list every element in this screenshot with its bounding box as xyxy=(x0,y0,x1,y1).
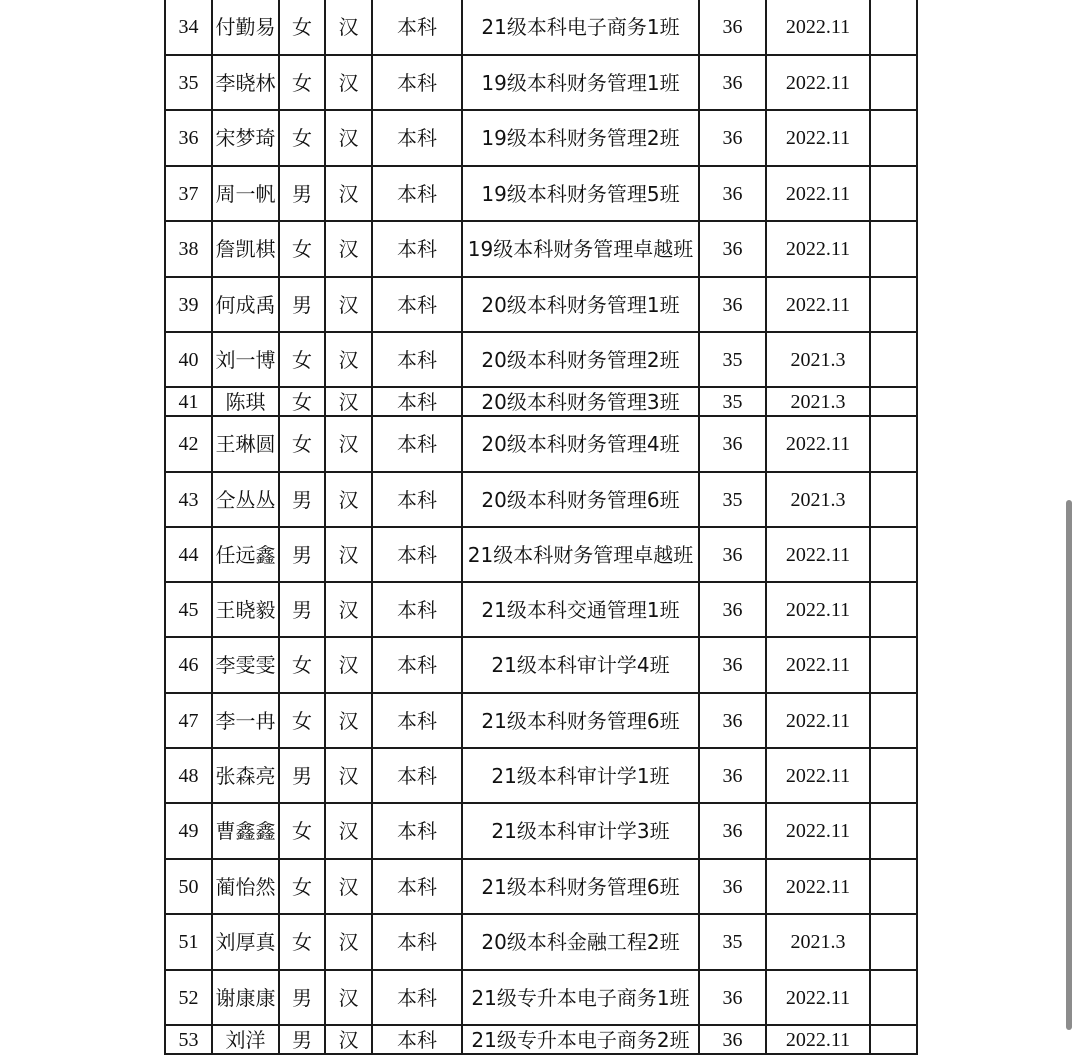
cell-education-level: 本科 xyxy=(372,55,462,110)
cell-gender: 女 xyxy=(279,416,325,472)
cell-hours: 36 xyxy=(699,0,766,55)
table-row xyxy=(165,387,917,416)
cell-completion-date: 2022.11 xyxy=(766,166,870,221)
cell-gender: 女 xyxy=(279,387,325,416)
cell-class-name: 19级本科财务管理1班 xyxy=(462,55,699,110)
cell-class-name: 19级本科财务管理卓越班 xyxy=(462,221,699,277)
cell-gender: 女 xyxy=(279,914,325,970)
cell-completion-date: 2022.11 xyxy=(766,0,870,55)
cell-row-number: 47 xyxy=(165,693,212,748)
cell-student-name: 谢康康 xyxy=(212,970,279,1025)
cell-ethnicity: 汉 xyxy=(325,55,372,110)
cell-student-name: 何成禹 xyxy=(212,277,279,332)
cell-ethnicity: 汉 xyxy=(325,637,372,693)
cell-row-number: 48 xyxy=(165,748,212,803)
cell-education-level: 本科 xyxy=(372,859,462,914)
cell-completion-date: 2022.11 xyxy=(766,221,870,277)
cell-gender: 男 xyxy=(279,527,325,582)
cell-ethnicity: 汉 xyxy=(325,387,372,416)
cell-gender: 女 xyxy=(279,693,325,748)
cell-note xyxy=(870,332,917,387)
table-row xyxy=(165,55,917,110)
vertical-scrollbar[interactable] xyxy=(1066,500,1072,1030)
cell-completion-date: 2022.11 xyxy=(766,277,870,332)
cell-student-name: 刘一博 xyxy=(212,332,279,387)
table-row xyxy=(165,582,917,637)
cell-row-number: 37 xyxy=(165,166,212,221)
cell-note xyxy=(870,970,917,1025)
cell-class-name: 21级本科审计学3班 xyxy=(462,803,699,859)
table-row xyxy=(165,472,917,527)
cell-gender: 女 xyxy=(279,803,325,859)
cell-note xyxy=(870,221,917,277)
table-row xyxy=(165,110,917,166)
cell-completion-date: 2022.11 xyxy=(766,110,870,166)
cell-student-name: 张森亮 xyxy=(212,748,279,803)
cell-education-level: 本科 xyxy=(372,527,462,582)
cell-completion-date: 2021.3 xyxy=(766,332,870,387)
cell-gender: 男 xyxy=(279,970,325,1025)
cell-note xyxy=(870,166,917,221)
cell-gender: 男 xyxy=(279,277,325,332)
cell-student-name: 宋梦琦 xyxy=(212,110,279,166)
table-row xyxy=(165,277,917,332)
table-row xyxy=(165,914,917,970)
cell-hours: 36 xyxy=(699,859,766,914)
cell-hours: 35 xyxy=(699,914,766,970)
cell-gender: 女 xyxy=(279,637,325,693)
cell-education-level: 本科 xyxy=(372,472,462,527)
cell-row-number: 53 xyxy=(165,1025,212,1054)
cell-education-level: 本科 xyxy=(372,387,462,416)
cell-hours: 36 xyxy=(699,221,766,277)
cell-completion-date: 2022.11 xyxy=(766,970,870,1025)
cell-completion-date: 2022.11 xyxy=(766,1025,870,1054)
cell-class-name: 20级本科财务管理1班 xyxy=(462,277,699,332)
table-row xyxy=(165,416,917,472)
student-roster-table xyxy=(164,0,918,1055)
cell-ethnicity: 汉 xyxy=(325,0,372,55)
cell-hours: 36 xyxy=(699,110,766,166)
cell-gender: 女 xyxy=(279,110,325,166)
cell-completion-date: 2021.3 xyxy=(766,387,870,416)
cell-ethnicity: 汉 xyxy=(325,416,372,472)
table-row xyxy=(165,527,917,582)
cell-gender: 女 xyxy=(279,332,325,387)
cell-row-number: 45 xyxy=(165,582,212,637)
cell-row-number: 46 xyxy=(165,637,212,693)
table-row xyxy=(165,803,917,859)
cell-gender: 女 xyxy=(279,55,325,110)
cell-row-number: 42 xyxy=(165,416,212,472)
cell-ethnicity: 汉 xyxy=(325,748,372,803)
cell-student-name: 付勤易 xyxy=(212,0,279,55)
cell-note xyxy=(870,914,917,970)
cell-row-number: 43 xyxy=(165,472,212,527)
cell-ethnicity: 汉 xyxy=(325,332,372,387)
cell-class-name: 21级专升本电子商务2班 xyxy=(462,1025,699,1054)
cell-student-name: 王琳圆 xyxy=(212,416,279,472)
cell-education-level: 本科 xyxy=(372,1025,462,1054)
cell-note xyxy=(870,110,917,166)
cell-education-level: 本科 xyxy=(372,748,462,803)
cell-completion-date: 2022.11 xyxy=(766,693,870,748)
cell-row-number: 44 xyxy=(165,527,212,582)
cell-hours: 36 xyxy=(699,277,766,332)
table-row xyxy=(165,859,917,914)
cell-education-level: 本科 xyxy=(372,0,462,55)
cell-hours: 36 xyxy=(699,803,766,859)
cell-ethnicity: 汉 xyxy=(325,693,372,748)
cell-student-name: 李一冉 xyxy=(212,693,279,748)
cell-class-name: 20级本科财务管理6班 xyxy=(462,472,699,527)
table-row xyxy=(165,637,917,693)
cell-completion-date: 2021.3 xyxy=(766,914,870,970)
cell-class-name: 20级本科财务管理4班 xyxy=(462,416,699,472)
cell-note xyxy=(870,0,917,55)
cell-student-name: 周一帆 xyxy=(212,166,279,221)
cell-education-level: 本科 xyxy=(372,637,462,693)
cell-student-name: 李雯雯 xyxy=(212,637,279,693)
cell-row-number: 41 xyxy=(165,387,212,416)
cell-row-number: 36 xyxy=(165,110,212,166)
cell-row-number: 39 xyxy=(165,277,212,332)
cell-education-level: 本科 xyxy=(372,110,462,166)
cell-completion-date: 2022.11 xyxy=(766,637,870,693)
cell-gender: 女 xyxy=(279,859,325,914)
cell-note xyxy=(870,803,917,859)
cell-note xyxy=(870,277,917,332)
cell-gender: 男 xyxy=(279,166,325,221)
cell-row-number: 49 xyxy=(165,803,212,859)
cell-row-number: 51 xyxy=(165,914,212,970)
cell-gender: 女 xyxy=(279,221,325,277)
cell-ethnicity: 汉 xyxy=(325,914,372,970)
cell-note xyxy=(870,693,917,748)
table-row xyxy=(165,748,917,803)
cell-row-number: 35 xyxy=(165,55,212,110)
cell-class-name: 19级本科财务管理5班 xyxy=(462,166,699,221)
cell-note xyxy=(870,55,917,110)
cell-note xyxy=(870,582,917,637)
cell-completion-date: 2022.11 xyxy=(766,803,870,859)
cell-note xyxy=(870,527,917,582)
table-row xyxy=(165,221,917,277)
cell-hours: 35 xyxy=(699,332,766,387)
cell-education-level: 本科 xyxy=(372,693,462,748)
cell-ethnicity: 汉 xyxy=(325,970,372,1025)
cell-completion-date: 2022.11 xyxy=(766,859,870,914)
cell-hours: 36 xyxy=(699,582,766,637)
cell-ethnicity: 汉 xyxy=(325,110,372,166)
cell-class-name: 20级本科金融工程2班 xyxy=(462,914,699,970)
cell-student-name: 詹凯棋 xyxy=(212,221,279,277)
cell-student-name: 刘洋 xyxy=(212,1025,279,1054)
cell-class-name: 19级本科财务管理2班 xyxy=(462,110,699,166)
cell-hours: 36 xyxy=(699,1025,766,1054)
cell-ethnicity: 汉 xyxy=(325,221,372,277)
cell-class-name: 21级本科财务管理卓越班 xyxy=(462,527,699,582)
cell-note xyxy=(870,859,917,914)
table-row xyxy=(165,166,917,221)
cell-hours: 35 xyxy=(699,387,766,416)
table-row xyxy=(165,0,917,55)
cell-education-level: 本科 xyxy=(372,332,462,387)
cell-row-number: 50 xyxy=(165,859,212,914)
cell-class-name: 21级本科交通管理1班 xyxy=(462,582,699,637)
cell-completion-date: 2022.11 xyxy=(766,582,870,637)
roster-body xyxy=(165,0,917,1054)
cell-gender: 女 xyxy=(279,0,325,55)
cell-hours: 36 xyxy=(699,970,766,1025)
cell-class-name: 21级本科财务管理6班 xyxy=(462,859,699,914)
cell-education-level: 本科 xyxy=(372,416,462,472)
cell-class-name: 21级本科财务管理6班 xyxy=(462,693,699,748)
cell-row-number: 38 xyxy=(165,221,212,277)
cell-class-name: 20级本科财务管理3班 xyxy=(462,387,699,416)
cell-student-name: 仝丛丛 xyxy=(212,472,279,527)
cell-hours: 36 xyxy=(699,527,766,582)
cell-student-name: 刘厚真 xyxy=(212,914,279,970)
cell-hours: 36 xyxy=(699,166,766,221)
cell-education-level: 本科 xyxy=(372,970,462,1025)
cell-ethnicity: 汉 xyxy=(325,527,372,582)
cell-class-name: 21级本科审计学1班 xyxy=(462,748,699,803)
table-row xyxy=(165,693,917,748)
cell-student-name: 王晓毅 xyxy=(212,582,279,637)
cell-ethnicity: 汉 xyxy=(325,472,372,527)
cell-note xyxy=(870,472,917,527)
cell-student-name: 曹鑫鑫 xyxy=(212,803,279,859)
cell-student-name: 蔺怡然 xyxy=(212,859,279,914)
cell-ethnicity: 汉 xyxy=(325,803,372,859)
cell-note xyxy=(870,637,917,693)
cell-ethnicity: 汉 xyxy=(325,582,372,637)
cell-gender: 男 xyxy=(279,1025,325,1054)
cell-hours: 36 xyxy=(699,416,766,472)
cell-hours: 36 xyxy=(699,693,766,748)
cell-class-name: 20级本科财务管理2班 xyxy=(462,332,699,387)
cell-note xyxy=(870,387,917,416)
cell-gender: 男 xyxy=(279,582,325,637)
cell-class-name: 21级本科电子商务1班 xyxy=(462,0,699,55)
cell-education-level: 本科 xyxy=(372,277,462,332)
cell-ethnicity: 汉 xyxy=(325,859,372,914)
cell-completion-date: 2022.11 xyxy=(766,527,870,582)
cell-completion-date: 2021.3 xyxy=(766,472,870,527)
table-row xyxy=(165,970,917,1025)
cell-ethnicity: 汉 xyxy=(325,1025,372,1054)
cell-completion-date: 2022.11 xyxy=(766,416,870,472)
cell-gender: 男 xyxy=(279,472,325,527)
cell-hours: 36 xyxy=(699,748,766,803)
cell-hours: 36 xyxy=(699,55,766,110)
cell-student-name: 李晓林 xyxy=(212,55,279,110)
table-row xyxy=(165,332,917,387)
cell-completion-date: 2022.11 xyxy=(766,55,870,110)
cell-note xyxy=(870,748,917,803)
cell-education-level: 本科 xyxy=(372,166,462,221)
cell-education-level: 本科 xyxy=(372,914,462,970)
cell-completion-date: 2022.11 xyxy=(766,748,870,803)
cell-education-level: 本科 xyxy=(372,221,462,277)
cell-student-name: 任远鑫 xyxy=(212,527,279,582)
cell-row-number: 40 xyxy=(165,332,212,387)
cell-class-name: 21级本科审计学4班 xyxy=(462,637,699,693)
cell-ethnicity: 汉 xyxy=(325,166,372,221)
cell-row-number: 34 xyxy=(165,0,212,55)
cell-student-name: 陈琪 xyxy=(212,387,279,416)
cell-education-level: 本科 xyxy=(372,582,462,637)
cell-ethnicity: 汉 xyxy=(325,277,372,332)
cell-education-level: 本科 xyxy=(372,803,462,859)
cell-hours: 35 xyxy=(699,472,766,527)
cell-note xyxy=(870,1025,917,1054)
cell-gender: 男 xyxy=(279,748,325,803)
table-row xyxy=(165,1025,917,1054)
cell-note xyxy=(870,416,917,472)
cell-hours: 36 xyxy=(699,637,766,693)
cell-class-name: 21级专升本电子商务1班 xyxy=(462,970,699,1025)
cell-row-number: 52 xyxy=(165,970,212,1025)
